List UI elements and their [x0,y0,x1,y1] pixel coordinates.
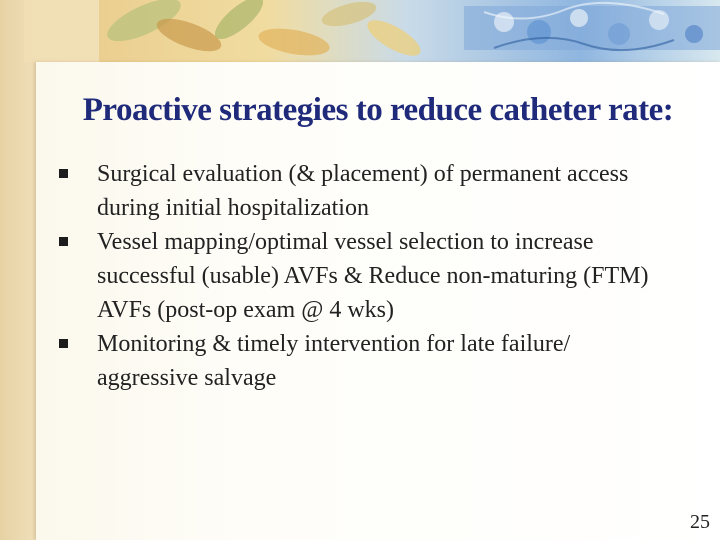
bullet-item [58,157,658,225]
bullet-text: Vessel mapping/optimal vessel selection to increase successful (usable) AVFs & Reduce non-maturing (FTM) AVFs (post-op exam @ 4 wks) [97,229,649,323]
square-bullet-icon [59,237,68,246]
bullet-text: Surgical evaluation (& placement) of permanent access during initial hospitalization [97,161,629,221]
bullet-item [58,225,658,327]
slide-title: Proactive strategies to reduce catheter rate: [82,92,674,128]
floral-banner-image [24,0,720,62]
bullet-text: Monitoring & timely intervention for late failure/ aggressive salvage [97,331,571,391]
bullet-item [58,327,658,395]
bullet-list [58,157,658,395]
square-bullet-icon [59,169,68,178]
left-decorative-strip [0,0,36,540]
square-bullet-icon [59,339,68,348]
page-number: 25 [690,511,710,533]
